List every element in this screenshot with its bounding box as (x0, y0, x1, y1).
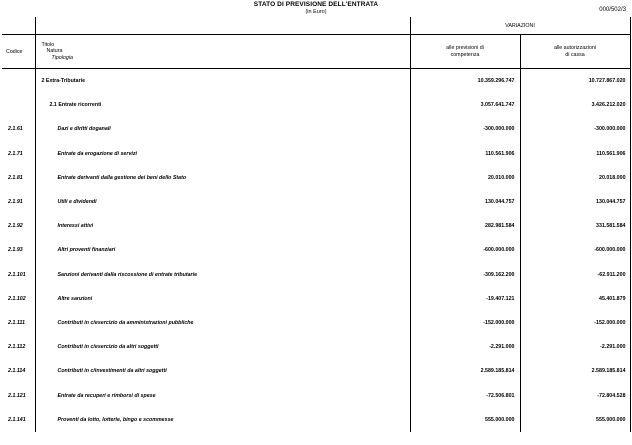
row-code: 2.1.92 (2, 214, 35, 238)
row-cassa: -600.000.000 (520, 238, 630, 262)
row-description: Proventi da lotto, lotterie, bingo e scommesse (57, 416, 174, 423)
row-description: 2.1 Entrate ricorrenti (49, 102, 102, 109)
row-code (2, 69, 35, 94)
table-row (2, 359, 630, 383)
row-code (2, 93, 35, 117)
row-competenza: -19.407.121 (410, 287, 520, 311)
row-description: Utili e dividendi (57, 199, 97, 206)
row-competenza: 20.010.000 (410, 166, 520, 190)
row-description: Contributi in c/esercizio da altri soggetti (57, 344, 159, 351)
row-code: 2.1.91 (2, 190, 35, 214)
row-competenza: -72.506.801 (410, 383, 520, 407)
row-code: 2.1.141 (2, 408, 35, 432)
row-competenza: 555.000.000 (410, 408, 520, 432)
row-cassa: -152.000.000 (520, 311, 630, 335)
row-code: 2.1.61 (2, 117, 35, 141)
row-code: 2.1.112 (2, 335, 35, 359)
table-row (2, 238, 630, 262)
row-description: Altre sanzioni (57, 295, 93, 302)
row-cassa: 20.018.000 (520, 166, 630, 190)
row-competenza: 10.359.296.747 (410, 69, 520, 94)
row-cassa: 2.589.185.814 (520, 359, 630, 383)
row-cassa: -300.000.000 (520, 117, 630, 141)
row-competenza: 3.057.641.747 (410, 93, 520, 117)
row-code: 2.1.101 (2, 263, 35, 287)
row-description: Contributi in c/esercizio da amministrazioni pubbliche (57, 319, 194, 326)
table-row (2, 93, 630, 117)
row-description: Entrate da erogazione di servizi (57, 150, 137, 157)
row-cassa: 130.044.757 (520, 190, 630, 214)
table-row (2, 408, 630, 432)
row-cassa: 45.401.879 (520, 287, 630, 311)
table-row (2, 117, 630, 141)
header-row-columns (2, 35, 630, 69)
natura-label: Natura (46, 48, 63, 55)
row-code: 2.1.121 (2, 383, 35, 407)
entrate-table (2, 17, 631, 432)
table-row (2, 69, 630, 94)
row-code: 2.1.102 (2, 287, 35, 311)
titolo-header (35, 35, 410, 69)
row-competenza: 282.981.584 (410, 214, 520, 238)
table-row (2, 311, 630, 335)
row-cassa: -2.291.000 (520, 335, 630, 359)
row-cassa: -62.911.200 (520, 263, 630, 287)
row-code: 2.1.81 (2, 166, 35, 190)
row-description: Entrate derivanti dalla gestione dei beni dello Stato (57, 174, 187, 181)
row-description: Sanzioni derivanti dalla riscossione di entrate tributarie (57, 271, 198, 278)
row-description: Altri proventi finanziari (57, 247, 116, 254)
row-competenza: -300.000.000 (410, 117, 520, 141)
table-row (2, 335, 630, 359)
table-row (2, 166, 630, 190)
competenza-label-line2: competenza (450, 51, 480, 58)
document-code: 000/502/3 (599, 7, 626, 13)
row-cassa: 3.426.212.020 (520, 93, 630, 117)
table-row (2, 383, 630, 407)
codice-header: Codice (2, 35, 35, 69)
row-cassa: 555.000.000 (520, 408, 630, 432)
header-row-variazioni (2, 17, 630, 35)
row-description: Interessi attivi (57, 223, 94, 230)
table-row (2, 263, 630, 287)
titolo-label: Titolo (41, 41, 55, 48)
cassa-header (520, 35, 630, 69)
row-code: 2.1.93 (2, 238, 35, 262)
row-cassa: 10.727.867.020 (520, 69, 630, 94)
tipologia-label: Tipologia (51, 54, 73, 61)
table-row (2, 287, 630, 311)
row-competenza: 130.044.757 (410, 190, 520, 214)
row-competenza: -309.162.200 (410, 263, 520, 287)
variazioni-header: VARIAZIONI (410, 17, 630, 35)
row-code: 2.1.111 (2, 311, 35, 335)
competenza-header (410, 35, 520, 69)
row-description: Entrate da recuperi e rimborsi di spese (57, 392, 156, 399)
row-description: 2 Extra-Tributarie (41, 78, 86, 85)
document-title: STATO DI PREVISIONE DELL'ENTRATA (253, 1, 379, 8)
table-row (2, 142, 630, 166)
cassa-label-line2: di cassa (565, 51, 585, 58)
row-description: Contributi in c/investimenti da altri soggetti (57, 368, 167, 375)
row-competenza: 2.589.185.814 (410, 359, 520, 383)
currency-unit: (in Euro) (305, 9, 327, 15)
row-competenza: -2.291.000 (410, 335, 520, 359)
table-row (2, 190, 630, 214)
row-cassa: 331.581.584 (520, 214, 630, 238)
competenza-label-line1: alle previsioni di (446, 45, 484, 51)
cassa-label-line1: alle autorizzazioni (553, 45, 597, 51)
row-code: 2.1.114 (2, 359, 35, 383)
row-description: Dazi e diritti doganali (57, 126, 111, 133)
table-row (2, 214, 630, 238)
row-cassa: 110.561.906 (520, 142, 630, 166)
row-cassa: -72.804.528 (520, 383, 630, 407)
row-competenza: -152.000.000 (410, 311, 520, 335)
row-competenza: 110.561.906 (410, 142, 520, 166)
row-competenza: -600.000.000 (410, 238, 520, 262)
row-code: 2.1.71 (2, 142, 35, 166)
